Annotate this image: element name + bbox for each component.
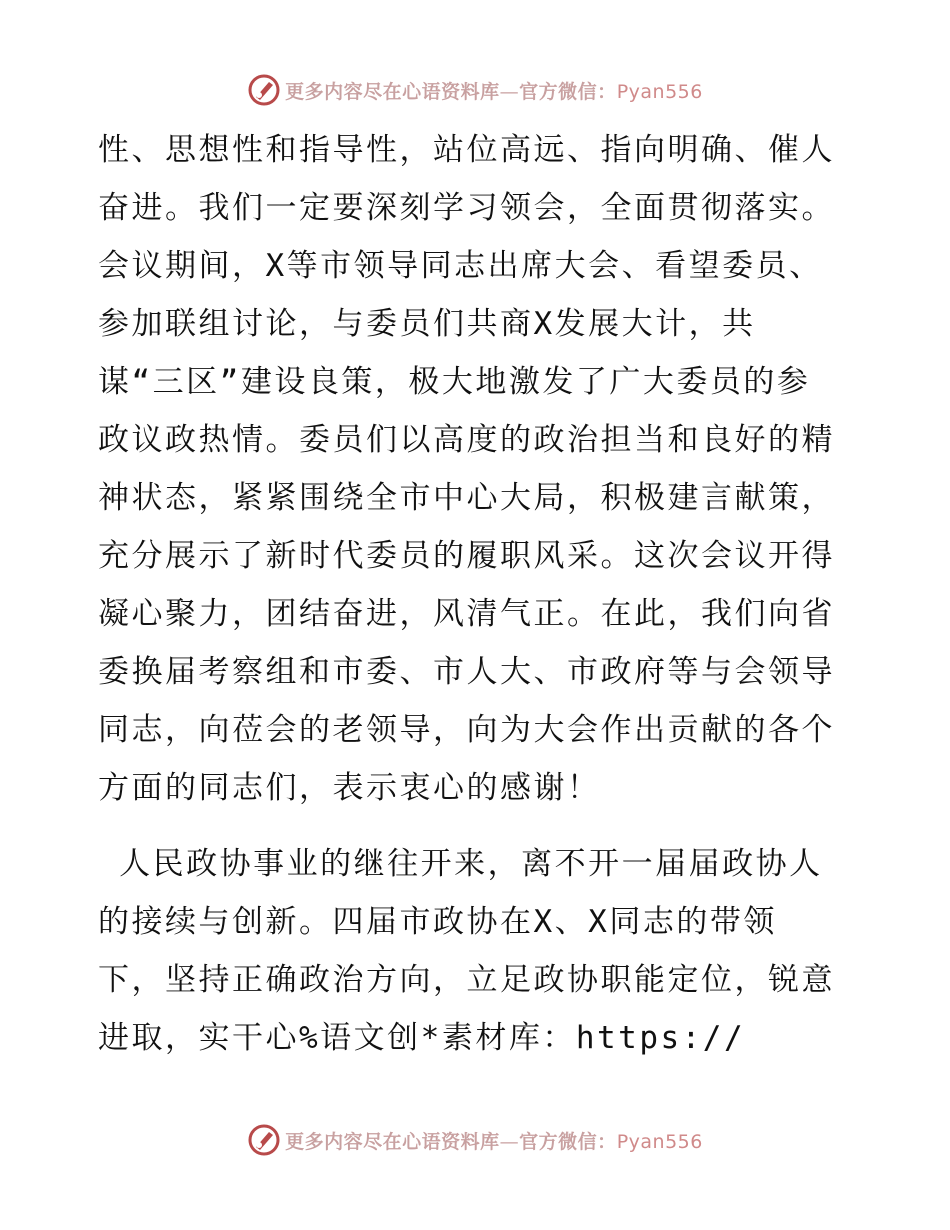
- text-line: 同志，向莅会的老领导，向为大会作出贡献的各个: [98, 712, 835, 748]
- text-line: 凝心聚力，团结奋进，风清气正。在此，我们向省: [98, 596, 835, 632]
- footer-wechat-label: 官方微信：: [519, 1130, 617, 1153]
- paragraph-2: [98, 835, 858, 1067]
- text-line: 谋“三区”建设良策，极大地激发了广大委员的参: [98, 364, 811, 400]
- text-line: 性、思想性和指导性，站位高远、指向明确、催人: [98, 132, 835, 168]
- footer-separator: —: [499, 1130, 520, 1153]
- text-line: 会议期间，X等市领导同志出席大会、看望委员、: [98, 248, 823, 284]
- text-line: 的接续与创新。四届市政协在X、X同志的带领: [98, 904, 777, 940]
- text-line: 人民政协事业的继往开来，离不开一届届政协人: [98, 846, 823, 882]
- logo-icon: [247, 73, 281, 107]
- text-line: 神状态，紧紧围绕全市中心大局，积极建言献策，: [98, 480, 835, 516]
- footer-promo: 更多内容尽在心语资料库: [285, 1130, 500, 1153]
- text-line: 委换届考察组和市委、市人大、市政府等与会领导: [98, 654, 835, 690]
- footer-text: [285, 1127, 703, 1154]
- header-wechat-label: 官方微信：: [519, 80, 617, 103]
- header-banner: [0, 72, 950, 108]
- header-wechat-id: Pyan556: [616, 80, 703, 103]
- header-text: [285, 77, 703, 104]
- text-line: 进取，实干心%语文创*素材库：https://: [98, 1020, 746, 1056]
- header-promo: 更多内容尽在心语资料库: [285, 80, 500, 103]
- logo-icon: [247, 1123, 281, 1157]
- header-separator: —: [499, 80, 520, 103]
- footer-wechat-id: Pyan556: [616, 1130, 703, 1153]
- footer-banner: [0, 1122, 950, 1158]
- text-line: 参加联组讨论，与委员们共商X发展大计，共: [98, 306, 756, 342]
- text-line: 奋进。我们一定要深刻学习领会，全面贯彻落实。: [98, 190, 835, 226]
- text-line: 充分展示了新时代委员的履职风采。这次会议开得: [98, 538, 835, 574]
- text-line: 方面的同志们，表示衷心的感谢！: [98, 770, 601, 806]
- paragraph-1: [98, 121, 858, 817]
- text-line: 政议政热情。委员们以高度的政治担当和良好的精: [98, 422, 835, 458]
- text-line: 下，坚持正确政治方向，立足政协职能定位，锐意: [98, 962, 835, 998]
